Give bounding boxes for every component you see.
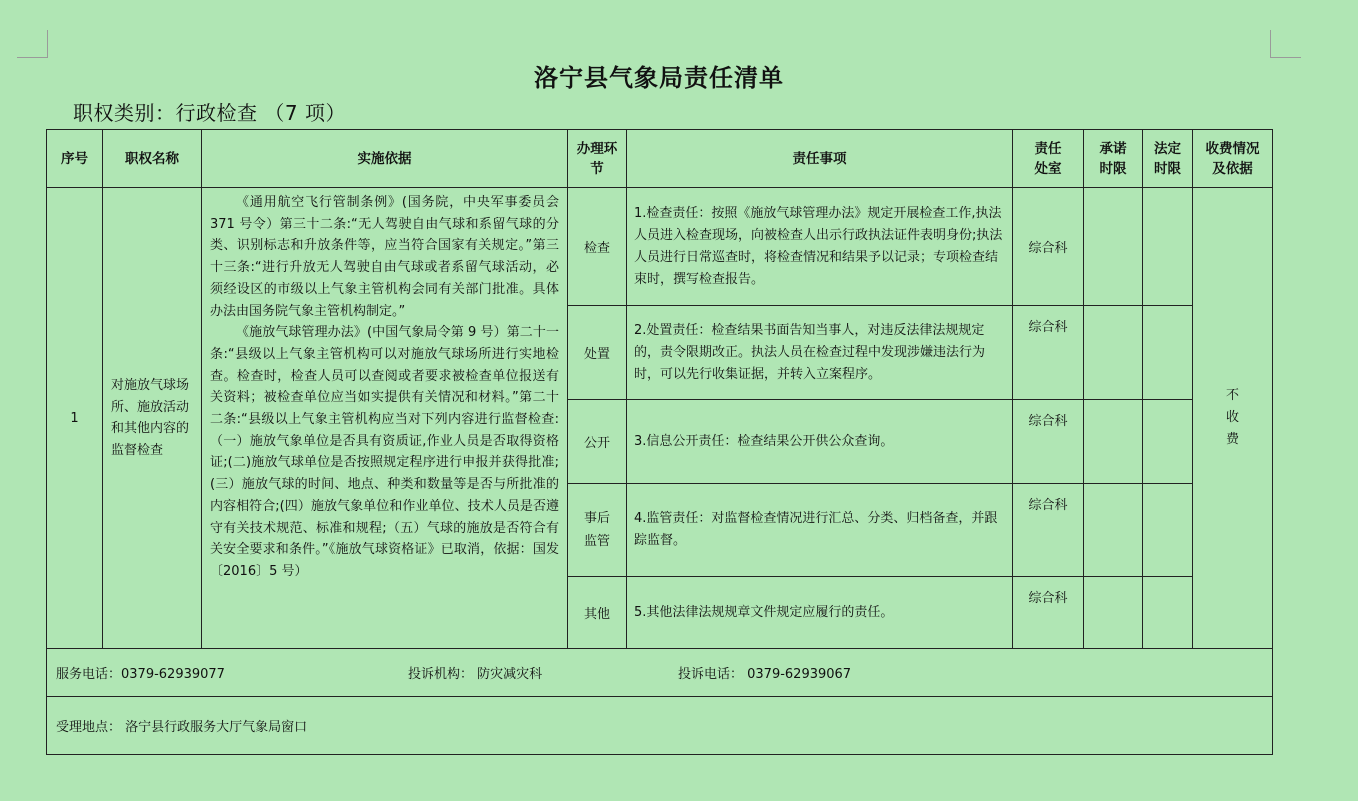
implementation-basis: [202, 188, 568, 649]
header-promise: 承诺时限: [1084, 130, 1143, 188]
header-stage: 办理环节: [568, 130, 627, 188]
complaint-phone: 投诉电话： 0379-62939067: [678, 667, 852, 682]
dept-cell: 综合科: [1013, 484, 1084, 577]
promise-cell: [1084, 400, 1143, 484]
footer-contact-row: [47, 649, 1273, 697]
stage-cell: 检查: [568, 188, 627, 306]
header-dept: 责任处室: [1013, 130, 1084, 188]
category-subtitle: 职权类别：行政检查 （7 项）: [73, 101, 346, 125]
accept-address: 受理地点： 洛宁县行政服务大厅气象局窗口: [47, 697, 1273, 755]
dept-cell: 综合科: [1013, 188, 1084, 306]
responsibility-cell: 4.监管责任：对监督检查情况进行汇总、分类、归档备查，并跟踪监督。: [627, 484, 1013, 577]
basis-paragraph: 《施放气球管理办法》(中国气象局令第 9 号）第二十一条:“县级以上气象主管机构可以对施放气球场所进行实地检查。检查时，检查人员可以查阅或者要求被检查单位报送有关资料；被检查单位应当如实提供有关情况和材料。”第二十二条:“县级以上气象主管机构应当对下列内容进行监督检查:（一）施放气象单位是否具有资质证,作业人员是否取得资格证;(二)施放气球单位是否按照规定程序进行申报并获得批准;(三）施放气球的时间、地点、种类和数量等是否与所批准的内容相符合;(四）施放气象单位和作业单位、技术人员是否遵守有关技术规范、标准和规程;（五）气球的施放是否符合有关安全要求和条件。”《施放气球资格证》已取消，依据：国发〔2016〕5 号）: [210, 325, 559, 579]
dept-cell: 综合科: [1013, 577, 1084, 649]
footer-address-row: [47, 697, 1273, 755]
responsibility-cell: 2.处置责任：检查结果书面告知当事人，对违反法律法规规定的，责令限期改正。执法人员在检查过程中发现涉嫌违法行为时，可以先行收集证据，并转入立案程序。: [627, 306, 1013, 400]
fee-cell: 不收费: [1193, 188, 1273, 649]
header-fee: 收费情况及依据: [1193, 130, 1273, 188]
legal-cell: [1143, 306, 1193, 400]
header-no: 序号: [47, 130, 103, 188]
crop-mark-top-left: [17, 30, 48, 58]
service-phone: 服务电话：0379-62939077: [56, 667, 225, 682]
header-legal: 法定时限: [1143, 130, 1193, 188]
stage-cell: 公开: [568, 400, 627, 484]
header-row: [47, 130, 1273, 188]
legal-cell: [1143, 484, 1193, 577]
legal-cell: [1143, 188, 1193, 306]
responsibility-cell: 5.其他法律法规规章文件规定应履行的责任。: [627, 577, 1013, 649]
basis-paragraph: 《通用航空飞行管制条例》(国务院，中央军事委员会 371 号令）第三十二条:“无人驾驶自由气球和系留气球的分类、识别标志和升放条件等，应当符合国家有关规定。”第三十三条:“进行升放无人驾驶自由气球或者系留气球活动，必须经设区的市级以上气象主管机构会同有关部门批准。具体办法由国务院气象主管机构制定。”: [210, 195, 559, 319]
document-title: 洛宁县气象局责任清单: [534, 64, 784, 92]
power-name: 对施放气球场所、施放活动和其他内容的监督检查: [103, 188, 202, 649]
responsibility-cell: 1.检查责任：按照《施放气球管理办法》规定开展检查工作,执法人员进入检查现场，向被检查人出示行政执法证件表明身份;执法人员进行日常巡查时，将检查情况和结果予以记录；专项检查结束时，撰写检查报告。: [627, 188, 1013, 306]
promise-cell: [1084, 188, 1143, 306]
stage-cell: 处置: [568, 306, 627, 400]
dept-cell: 综合科: [1013, 400, 1084, 484]
stage-cell: 事后监管: [568, 484, 627, 577]
responsibility-cell: 3.信息公开责任：检查结果公开供公众查询。: [627, 400, 1013, 484]
complaint-org: 投诉机构： 防灾减灾科: [408, 667, 543, 682]
header-name: 职权名称: [103, 130, 202, 188]
legal-cell: [1143, 400, 1193, 484]
table-row: [47, 188, 1273, 306]
promise-cell: [1084, 484, 1143, 577]
promise-cell: [1084, 306, 1143, 400]
header-matter: 责任事项: [627, 130, 1013, 188]
legal-cell: [1143, 577, 1193, 649]
header-basis: 实施依据: [202, 130, 568, 188]
row-number: 1: [47, 188, 103, 649]
crop-mark-top-right: [1270, 30, 1301, 58]
dept-cell: 综合科: [1013, 306, 1084, 400]
stage-cell: 其他: [568, 577, 627, 649]
promise-cell: [1084, 577, 1143, 649]
responsibility-table: [46, 129, 1273, 755]
